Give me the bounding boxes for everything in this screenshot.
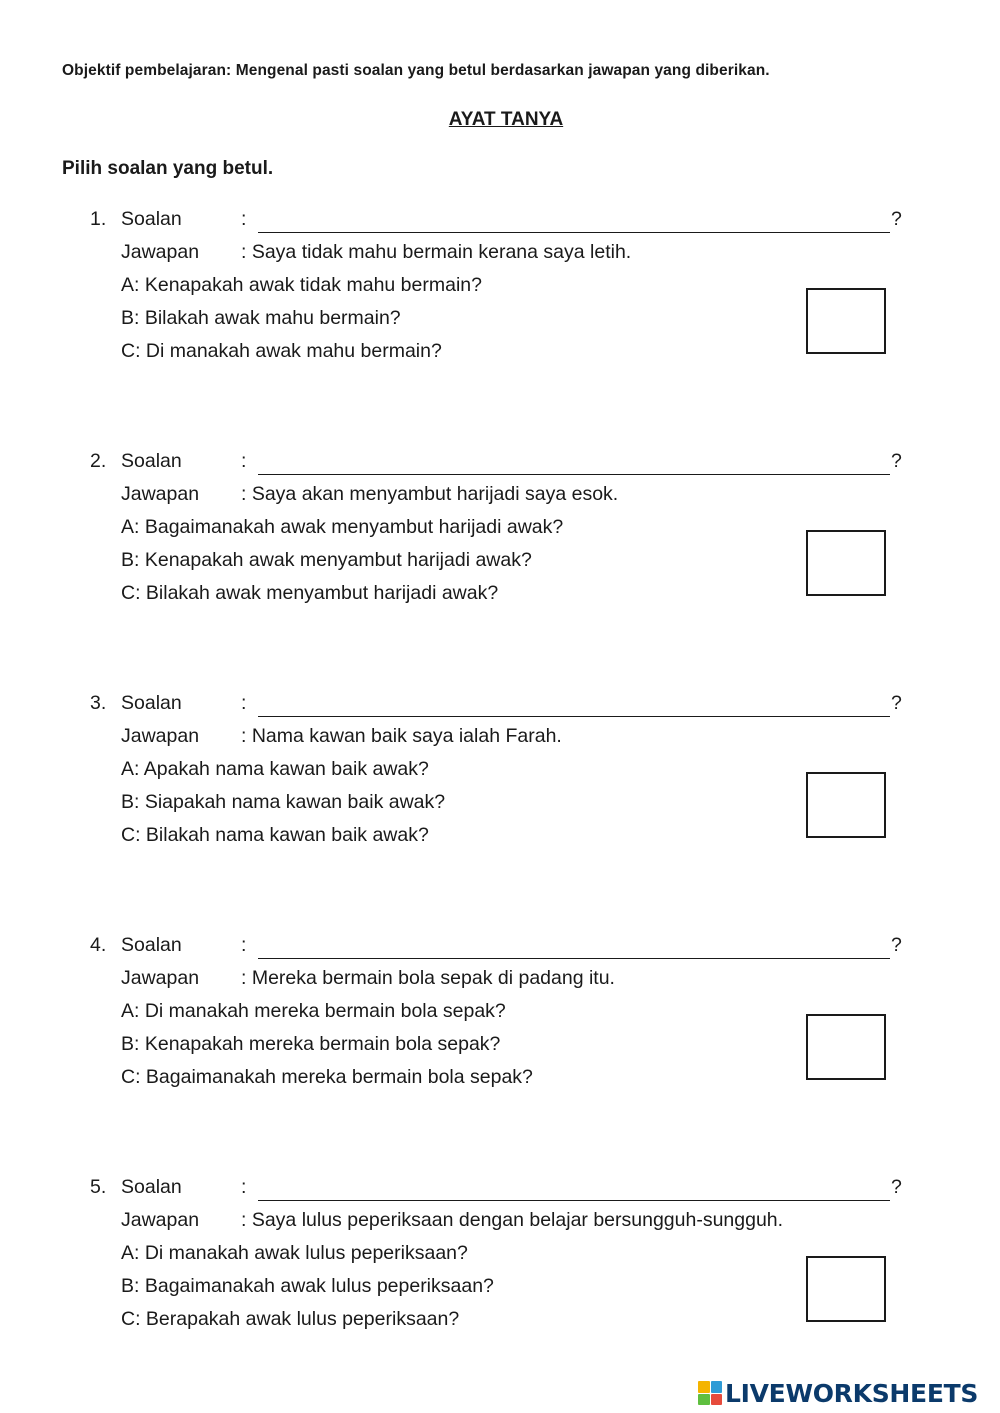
option-c: C: Berapakah awak lulus peperiksaan? bbox=[121, 1308, 460, 1330]
answer-text: : Saya akan menyambut harijadi saya esok. bbox=[241, 483, 619, 505]
question-colon: : bbox=[241, 692, 247, 714]
question-3 bbox=[0, 692, 1000, 892]
option-b: B: Bagaimanakah awak lulus peperiksaan? bbox=[121, 1275, 494, 1297]
question-mark: ? bbox=[891, 450, 902, 472]
question-label: Soalan bbox=[121, 208, 182, 230]
option-a: A: Apakah nama kawan baik awak? bbox=[121, 758, 429, 780]
option-c: C: Bagaimanakah mereka bermain bola sepak? bbox=[121, 1066, 533, 1088]
option-a: A: Di manakah awak lulus peperiksaan? bbox=[121, 1242, 468, 1264]
answer-label: Jawapan bbox=[121, 241, 200, 263]
answer-box[interactable] bbox=[806, 1014, 886, 1080]
question-label: Soalan bbox=[121, 450, 182, 472]
option-a: A: Di manakah mereka bermain bola sepak? bbox=[121, 1000, 506, 1022]
option-c: C: Bilakah nama kawan baik awak? bbox=[121, 824, 429, 846]
learning-objective: Objektif pembelajaran: Mengenal pasti soalan yang betul berdasarkan jawapan yang diberikan. bbox=[62, 62, 770, 79]
question-5 bbox=[0, 1176, 1000, 1376]
question-mark: ? bbox=[891, 692, 902, 714]
question-mark: ? bbox=[891, 1176, 902, 1198]
brand-name: LIVEWORKSHEETS bbox=[725, 1378, 979, 1408]
question-number: 3. bbox=[90, 692, 107, 714]
question-number: 2. bbox=[90, 450, 107, 472]
question-label: Soalan bbox=[121, 934, 182, 956]
answer-box[interactable] bbox=[806, 772, 886, 838]
question-number: 4. bbox=[90, 934, 107, 956]
question-2 bbox=[0, 450, 1000, 650]
option-b: B: Bilakah awak mahu bermain? bbox=[121, 307, 401, 329]
option-b: B: Siapakah nama kawan baik awak? bbox=[121, 791, 446, 813]
answer-box[interactable] bbox=[806, 288, 886, 354]
answer-text: : Mereka bermain bola sepak di padang itu. bbox=[241, 967, 615, 989]
option-a: A: Kenapakah awak tidak mahu bermain? bbox=[121, 274, 482, 296]
answer-box[interactable] bbox=[806, 530, 886, 596]
question-mark: ? bbox=[891, 208, 902, 230]
option-b: B: Kenapakah mereka bermain bola sepak? bbox=[121, 1033, 501, 1055]
liveworksheets-logo-icon bbox=[698, 1381, 722, 1405]
answer-label: Jawapan bbox=[121, 725, 200, 747]
question-label: Soalan bbox=[121, 1176, 182, 1198]
answer-label: Jawapan bbox=[121, 967, 200, 989]
question-blank-line bbox=[258, 1200, 890, 1201]
question-blank-line bbox=[258, 716, 890, 717]
question-colon: : bbox=[241, 208, 247, 230]
question-blank-line bbox=[258, 474, 890, 475]
answer-text: : Saya tidak mahu bermain kerana saya letih. bbox=[241, 241, 632, 263]
question-mark: ? bbox=[891, 934, 902, 956]
answer-label: Jawapan bbox=[121, 1209, 200, 1231]
question-blank-line bbox=[258, 232, 890, 233]
question-4 bbox=[0, 934, 1000, 1134]
question-label: Soalan bbox=[121, 692, 182, 714]
question-number: 5. bbox=[90, 1176, 107, 1198]
question-1 bbox=[0, 208, 1000, 408]
answer-text: : Saya lulus peperiksaan dengan belajar bersungguh-sungguh. bbox=[241, 1209, 784, 1231]
page-title: AYAT TANYA bbox=[448, 109, 564, 130]
instruction: Pilih soalan yang betul. bbox=[62, 158, 274, 179]
question-colon: : bbox=[241, 450, 247, 472]
option-b: B: Kenapakah awak menyambut harijadi awak? bbox=[121, 549, 532, 571]
question-blank-line bbox=[258, 958, 890, 959]
question-colon: : bbox=[241, 934, 247, 956]
question-colon: : bbox=[241, 1176, 247, 1198]
option-c: C: Bilakah awak menyambut harijadi awak? bbox=[121, 582, 499, 604]
answer-text: : Nama kawan baik saya ialah Farah. bbox=[241, 725, 562, 747]
question-number: 1. bbox=[90, 208, 107, 230]
liveworksheets-brand[interactable] bbox=[698, 1378, 978, 1408]
option-c: C: Di manakah awak mahu bermain? bbox=[121, 340, 442, 362]
answer-label: Jawapan bbox=[121, 483, 200, 505]
option-a: A: Bagaimanakah awak menyambut harijadi awak? bbox=[121, 516, 564, 538]
answer-box[interactable] bbox=[806, 1256, 886, 1322]
